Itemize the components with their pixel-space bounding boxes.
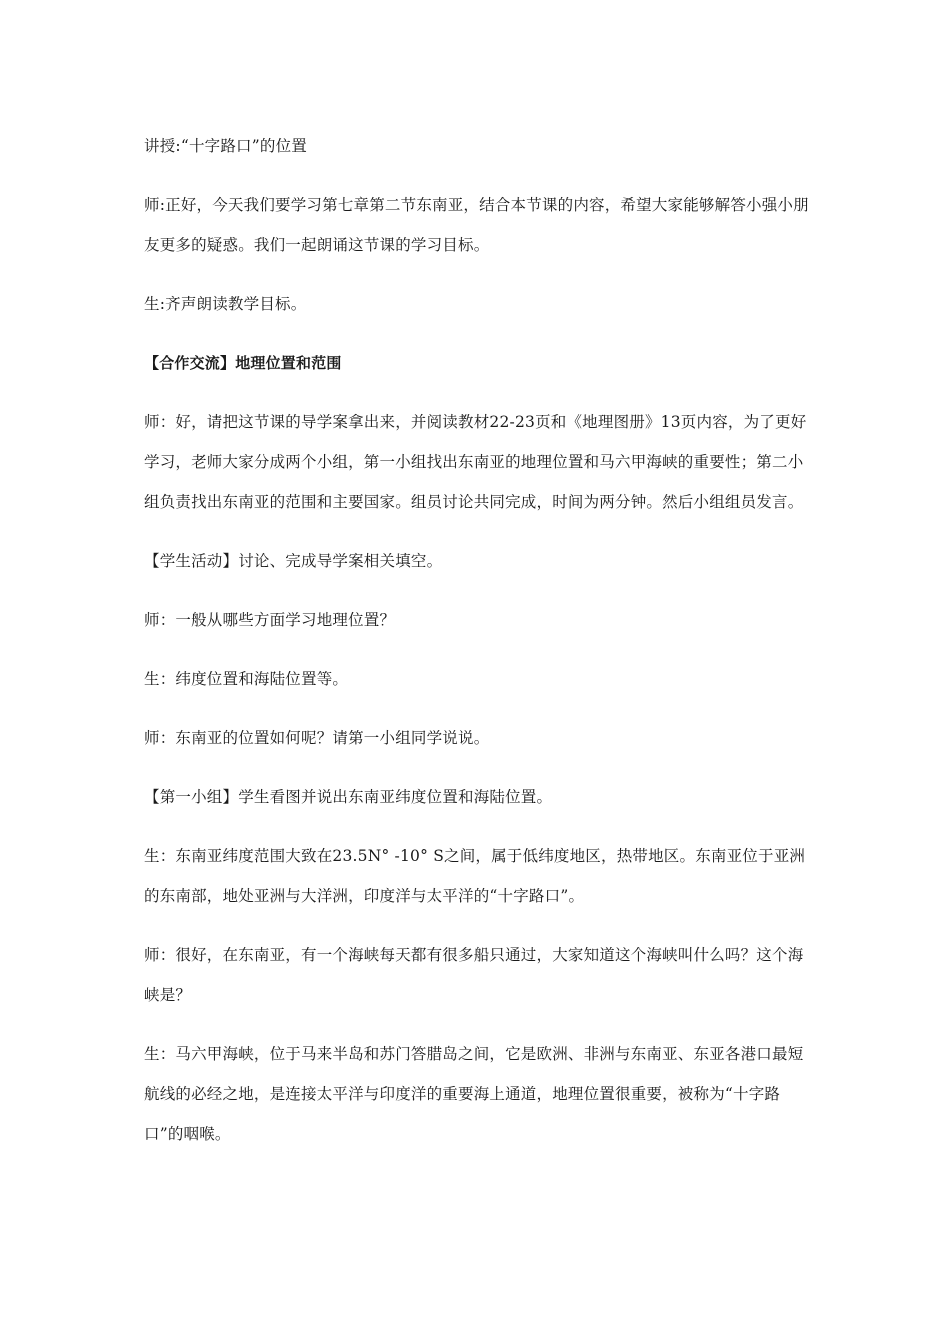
paragraph-teacher-question: 师：一般从哪些方面学习地理位置？ [144, 611, 396, 629]
paragraph-lecture-topic: 讲授:“十字路口”的位置 [144, 137, 307, 155]
section-heading-cooperation: 【合作交流】地理位置和范围 [144, 354, 342, 372]
paragraph-student-read: 生:齐声朗读教学目标。 [144, 295, 307, 313]
paragraph-student-answer: 生：纬度位置和海陆位置等。 [144, 670, 349, 688]
paragraph-teacher-location: 师：东南亚的位置如何呢？请第一小组同学说说。 [144, 729, 490, 747]
paragraph-teacher-strait: 师：很好，在东南亚，有一个海峡每天都有很多船只通过，大家知道这个海峡叫什么吗？这个海峡是？ [144, 946, 804, 1004]
paragraph-student-activity: 【学生活动】讨论、完成导学案相关填空。 [144, 552, 443, 570]
paragraph-student-malacca: 生：马六甲海峡，位于马来半岛和苏门答腊岛之间，它是欧洲、非洲与东南亚、东亚各港口最短航线的必经之地，是连接太平洋与印度洋的重要海上通道，地理位置很重要，被称为“十字路口”的咽喉。 [144, 1045, 804, 1143]
paragraph-student-latitude: 生：东南亚纬度范围大致在23.5N° -10° S之间，属于低纬度地区，热带地区。东南亚位于亚洲的东南部，地处亚洲与大洋洲，印度洋与太平洋的“十字路口”。 [144, 847, 806, 905]
paragraph-teacher-intro: 师:正好，今天我们要学习第七章第二节东南亚，结合本节课的内容，希望大家能够解答小强小朋友更多的疑惑。我们一起朗诵这节课的学习目标。 [144, 196, 809, 254]
paragraph-teacher-grouping: 师：好，请把这节课的导学案拿出来，并阅读教材22-23页和《地理图册》13页内容，为了更好学习，老师大家分成两个小组，第一小组找出东南亚的地理位置和马六甲海峡的重要性；第二小组负责找出东南亚的范围和主要国家。组员讨论共同完成，时间为两分钟。然后小组组员发言。 [144, 413, 807, 511]
document-page [144, 126, 814, 1173]
paragraph-group-one: 【第一小组】学生看图并说出东南亚纬度位置和海陆位置。 [144, 788, 553, 806]
